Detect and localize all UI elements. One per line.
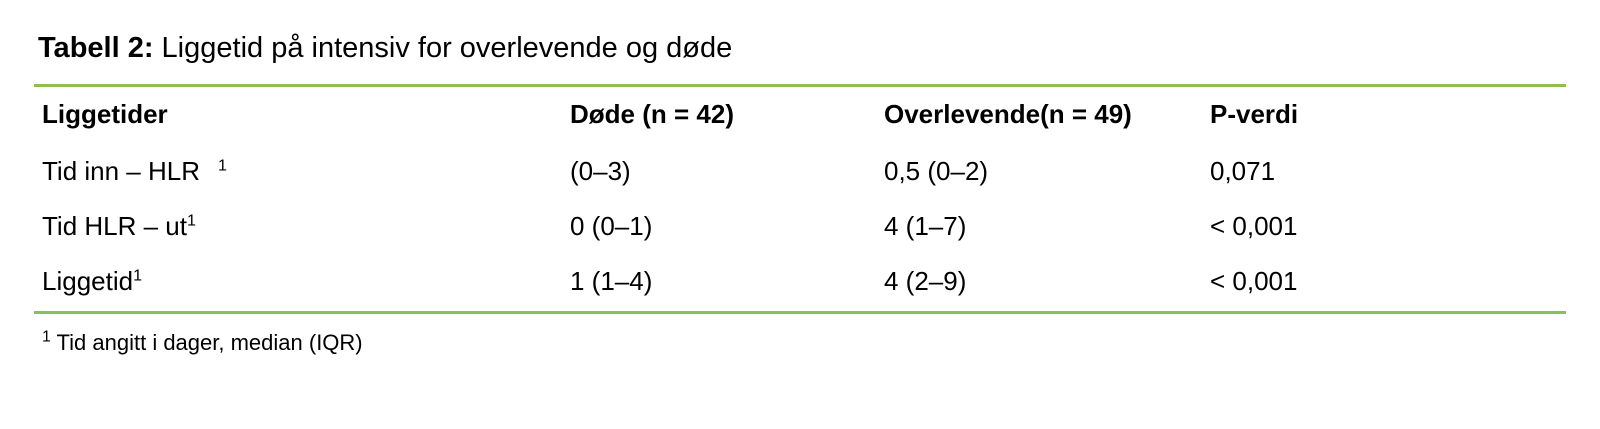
data-table (34, 84, 1566, 314)
table-row (34, 254, 1566, 313)
cell-pverdi: < 0,001 (1202, 254, 1566, 313)
cell-overlevende: 4 (2–9) (876, 254, 1202, 313)
row-label-cell (34, 254, 562, 313)
cell-pverdi: 0,071 (1210, 155, 1276, 186)
column-header-pverdi: P-verdi (1210, 98, 1299, 129)
cell-overlevende: 0,5 (0–2) (884, 155, 989, 186)
table-header (34, 85, 1566, 144)
cell-pverdi: < 0,001 (1210, 210, 1298, 241)
cell-dode: 1 (1–4) (562, 254, 876, 313)
row-label-cell (34, 144, 562, 199)
caption-label: Tabell 2: (38, 32, 154, 64)
table-footnote (42, 330, 1566, 356)
table-row (34, 199, 1566, 254)
table-caption (38, 30, 1566, 68)
table-row (34, 144, 1566, 199)
footnote-marker: 1 (133, 266, 143, 285)
footnote-text: Tid angitt i dager, median (IQR) (50, 329, 363, 355)
footnote-marker: 1 (186, 211, 196, 230)
cell-overlevende: 4 (1–7) (884, 210, 967, 241)
column-header-dode: Døde (n = 42) (570, 98, 734, 129)
row-label-cell (34, 199, 562, 254)
cell-dode: (0–3) (570, 155, 631, 186)
header-row (34, 85, 1566, 144)
footnote-marker: 1 (42, 328, 51, 346)
row-label: Tid HLR – ut (42, 210, 187, 241)
footnote-marker: 1 (218, 156, 227, 175)
column-header-liggetider: Liggetider (42, 98, 168, 129)
row-label: Tid inn – HLR (42, 155, 200, 186)
table-body (34, 144, 1566, 313)
caption-text: Liggetid på intensiv for overlevende og døde (153, 32, 733, 64)
row-label: Liggetid (42, 265, 134, 296)
cell-dode: 0 (0–1) (570, 210, 653, 241)
column-header-overlevende: Overlevende(n = 49) (884, 98, 1132, 129)
